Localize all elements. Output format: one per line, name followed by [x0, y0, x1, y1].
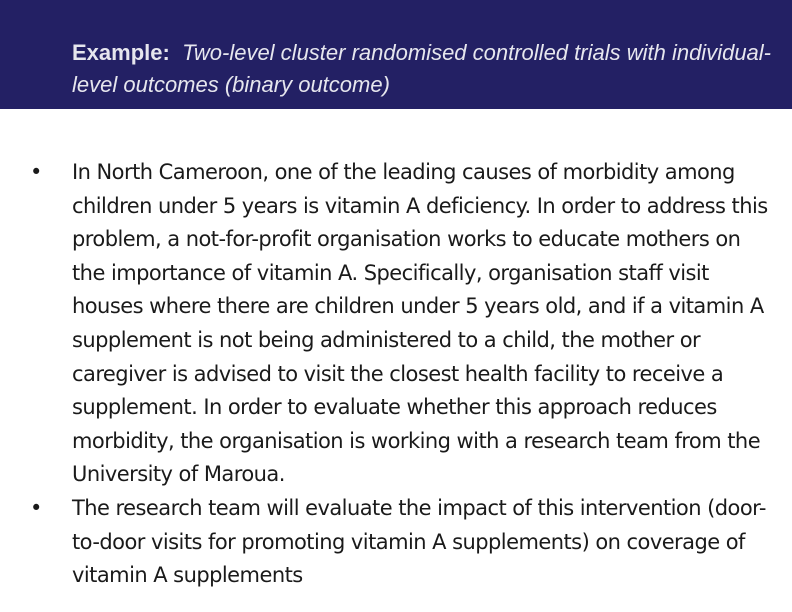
title-bar — [0, 0, 792, 109]
bullet-item — [30, 492, 770, 593]
bullet-dot-icon: • — [30, 495, 42, 520]
title-label: Example: — [72, 40, 170, 65]
bullet-text: In North Cameroon, one of the leading causes of morbidity among children under 5 years is vitamin A deficiency. In order to address this problem, a not-for-profit organisation works to educate mothers on the importance of vitamin A. Specifically, organisation staff visit houses where there are children under 5 years old, and if a vitamin A supplement is not being administered to a child, the mother or caregiver is advised to visit the closest health facility to receive a supplement. In order to evaluate whether this approach reduces morbidity, the organisation is working with a research team from the University of Maroua. — [72, 160, 768, 487]
slide-title — [72, 37, 772, 101]
title-text: Two-level cluster randomised controlled trials with individual-level outcomes (binary outcome) — [72, 40, 772, 97]
bullet-dot-icon: • — [30, 160, 42, 184]
bullet-list — [30, 156, 770, 593]
bullet-item — [30, 156, 770, 492]
bullet-text: The research team will evaluate the impact of this intervention (door-to-door visits for promoting vitamin A supplements) on coverage of vitamin A supplements — [72, 495, 766, 588]
